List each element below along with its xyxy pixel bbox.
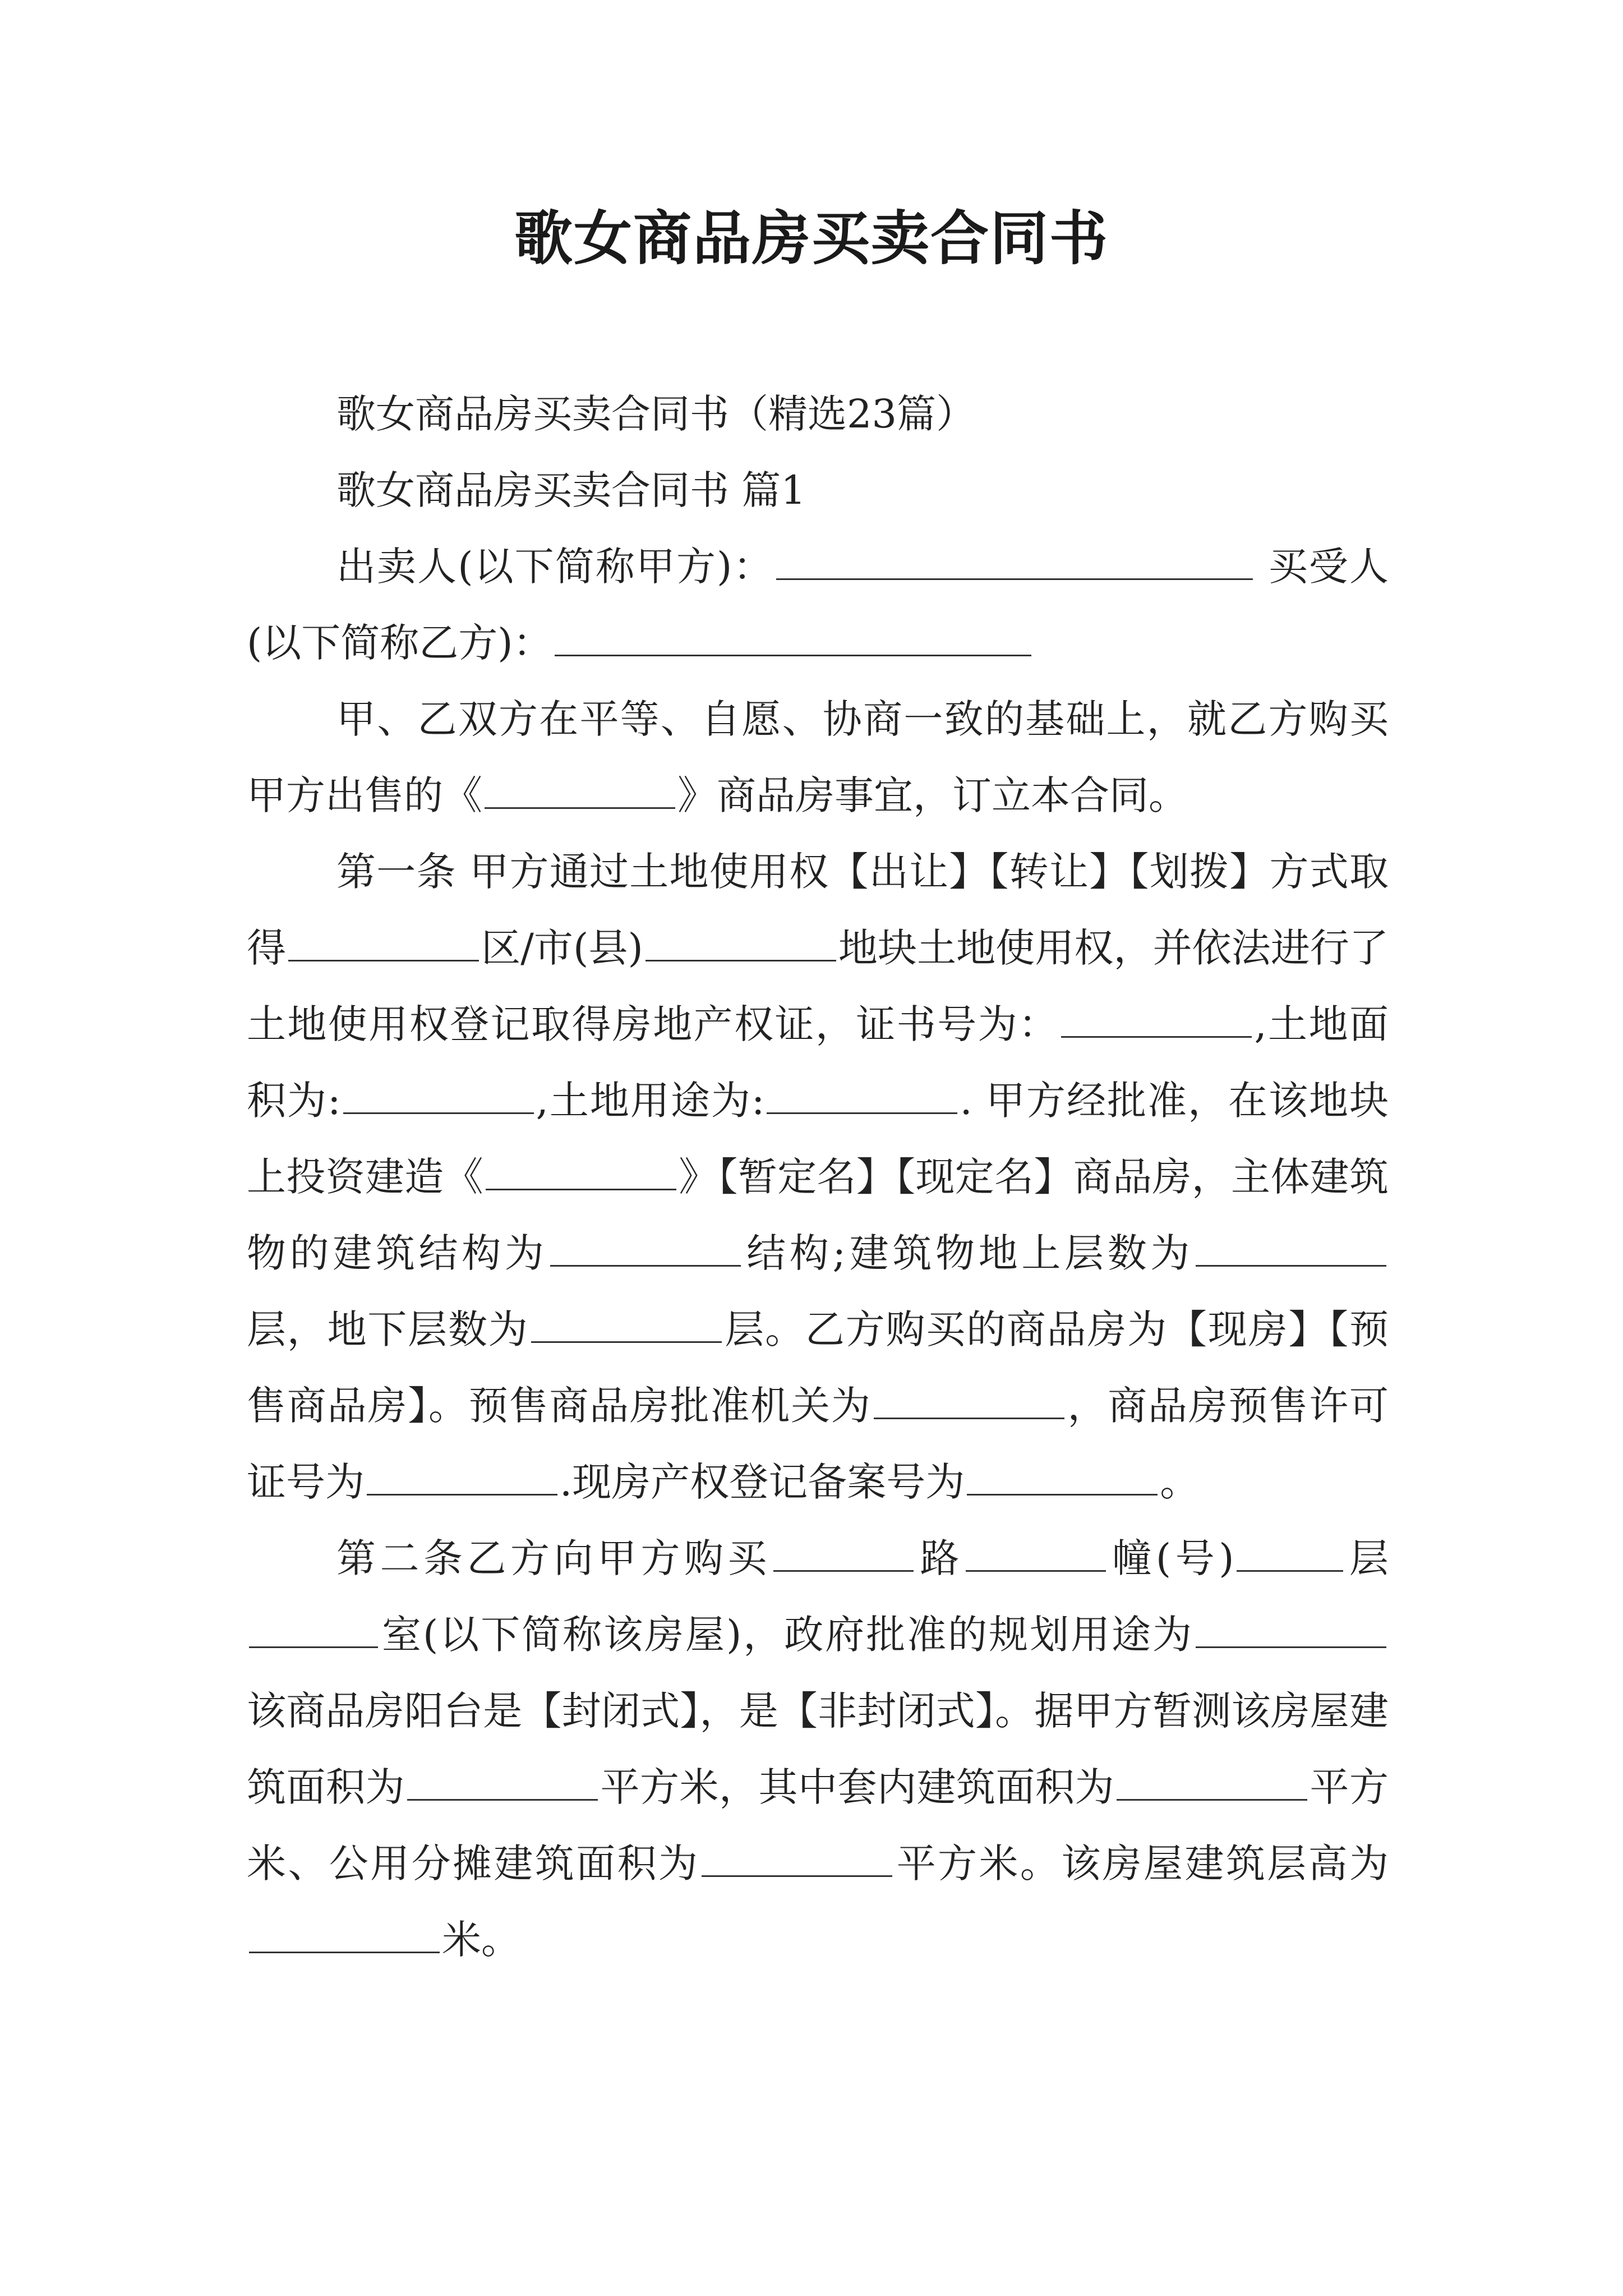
planned-use-blank (1196, 1612, 1386, 1648)
land-area-blank (343, 1078, 534, 1114)
room-blank (249, 1612, 378, 1648)
seller-blank (776, 544, 1253, 580)
article-1-text-j: 层。乙方购买的商品房为【现房】【预售商品房】。预售商品房批准机关为 (247, 1306, 1389, 1429)
article-2-text-c: 幢(号) (1108, 1535, 1234, 1581)
article-1-text-a: 第一条 甲方通过土地使用权【出让】【转让】【划拨】方式取得 (247, 849, 1389, 971)
article-1-paragraph (247, 834, 1389, 1520)
building-area-blank (407, 1764, 598, 1801)
article-1-text-f: . 甲方经批准，在该地块上投资建造《 (247, 1078, 1389, 1200)
article-2-text-i: 平方米。该房屋建筑层高为 (895, 1841, 1389, 1887)
article-1-text-g: 》【暂定名】【现定名】商品房，主体建筑物的建筑结构为 (247, 1154, 1389, 1276)
intro-paragraph (247, 681, 1389, 834)
document-title: 歌女商品房买卖合同书 (514, 204, 1109, 273)
article-1-text-c: 地块土地使用权，并依法进行了土地使用权登记取得房地产权证，证书号为： (247, 925, 1389, 1047)
district-blank (288, 925, 479, 961)
project-name-blank (485, 772, 675, 809)
article-2-text-j: 米。 (442, 1917, 520, 1963)
article-1-text-d: ,土地面积为: (247, 1001, 1389, 1124)
article-2-text-a: 第二条乙方向甲方购买 (336, 1535, 771, 1581)
buyer-label: 买受人(以下简称乙方)： (247, 544, 1389, 666)
article-2-text-h: 平方米、公用分摊建筑面积为 (247, 1764, 1389, 1887)
article-1-text-h: 结构;建筑物地上层数为 (743, 1230, 1193, 1276)
certificate-number-blank (1061, 1001, 1252, 1038)
floor-height-blank (249, 1917, 440, 1953)
article-2-text-g: 平方米，其中套内建筑面积为 (600, 1764, 1114, 1810)
article-1-text-k: ，商品房预售许可证号为 (247, 1383, 1389, 1505)
buyer-blank (555, 620, 1031, 656)
article-1-text-i: 层，地下层数为 (247, 1306, 529, 1352)
intro-text-a: 甲、乙双方在平等、自愿、协商一致的基础上，就乙方购买甲方出售的《 (247, 696, 1389, 818)
plot-blank (645, 925, 836, 961)
approval-authority-blank (874, 1383, 1064, 1419)
article-1-text-b: 区/市(县) (481, 925, 643, 971)
registration-number-blank (967, 1459, 1158, 1496)
article-2-text-f: 该商品房阳台是【封闭式】，是【非封闭式】。据甲方暂测该房屋建筑面积为 (247, 1688, 1389, 1810)
floor-blank (1237, 1535, 1343, 1572)
article-2-text-b: 路 (915, 1535, 963, 1581)
article-1-text-e: ,土地用途为: (536, 1078, 765, 1124)
floors-below-blank (531, 1306, 722, 1343)
structure-blank (550, 1230, 741, 1267)
shared-area-blank (702, 1841, 892, 1877)
building-name-blank (486, 1154, 676, 1190)
land-use-blank (767, 1078, 957, 1114)
section-heading: 歌女商品房买卖合同书 篇1 (336, 467, 806, 513)
article-1-text-m: 。 (1160, 1459, 1200, 1505)
document-body (247, 376, 1389, 1978)
article-2-paragraph (247, 1520, 1389, 1978)
seller-label: 出卖人(以下简称甲方)： (336, 544, 774, 590)
article-1-text-l: .现房产权登记备案号为 (560, 1459, 965, 1505)
unit-area-blank (1117, 1764, 1307, 1801)
parties-paragraph (247, 528, 1389, 681)
building-number-blank (966, 1535, 1106, 1572)
article-2-text-d: 层 (1345, 1535, 1389, 1581)
intro-text-b: 》商品房事宜，订立本合同。 (677, 772, 1188, 818)
article-2-text-e: 室(以下简称该房屋)，政府批准的规划用途为 (380, 1612, 1193, 1658)
presale-permit-blank (367, 1459, 557, 1496)
road-blank (773, 1535, 914, 1572)
subtitle: 歌女商品房买卖合同书（精选23篇） (336, 391, 976, 437)
floors-above-blank (1196, 1230, 1386, 1267)
